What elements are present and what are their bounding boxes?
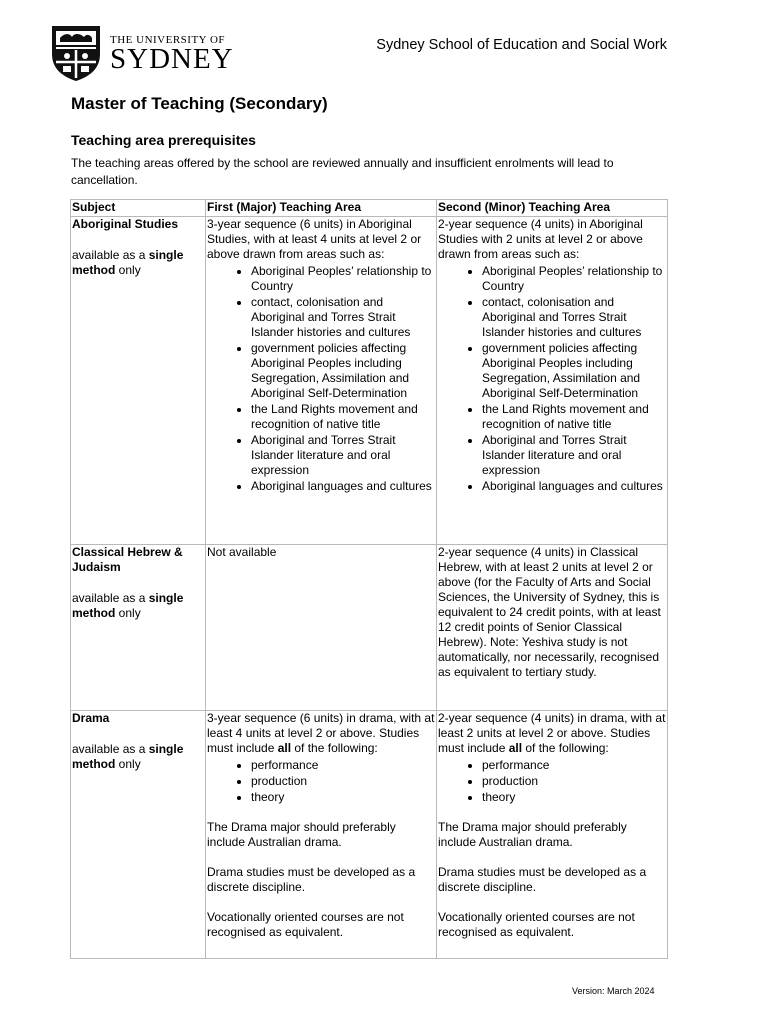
second-area-cell <box>437 217 668 545</box>
subject-note: available as a single method only <box>72 591 184 620</box>
second-area-cell <box>437 545 668 711</box>
second-area-intro: 2-year sequence (4 units) in drama, with at least 2 units at level 2 or above. Studies must include all of the following: <box>438 711 666 755</box>
first-area-cell <box>206 711 437 959</box>
list-item: • performance <box>251 758 435 773</box>
list-item: • performance <box>482 758 666 773</box>
table-row <box>71 545 668 711</box>
drama-note: Vocationally oriented courses are not recognised as equivalent. <box>207 910 404 939</box>
subject-cell <box>71 217 206 545</box>
list-item: • contact, colonisation and Aboriginal and Torres Strait Islander histories and cultures <box>482 295 666 340</box>
list-item: • contact, colonisation and Aboriginal and Torres Strait Islander histories and cultures <box>251 295 435 340</box>
school-name: Sydney School of Education and Social Work <box>376 37 667 53</box>
list-item: • government policies affecting Aboriginal Peoples including Segregation, Assimilation and Aboriginal Self-Determination <box>482 341 666 401</box>
list-item: • the Land Rights movement and recognition of native title <box>482 402 666 432</box>
column-header-second: Second (Minor) Teaching Area <box>437 200 668 217</box>
subject-name: Aboriginal Studies <box>72 217 179 231</box>
list-item: • Aboriginal languages and cultures <box>482 479 666 494</box>
university-crest-icon <box>50 24 102 82</box>
first-area-cell <box>206 217 437 545</box>
intro-text: The teaching areas offered by the school are reviewed annually and insufficient enrolments will lead to cancellation. <box>71 156 614 187</box>
list-item: • the Land Rights movement and recognition of native title <box>251 402 435 432</box>
list-item: • theory <box>482 790 666 805</box>
page-title: Master of Teaching (Secondary) <box>71 94 328 113</box>
second-area-cell <box>437 711 668 959</box>
subject-name: Drama <box>72 711 110 725</box>
drama-note: Drama studies must be developed as a discrete discipline. <box>438 865 647 894</box>
first-area-cell <box>206 545 437 711</box>
section-title: Teaching area prerequisites <box>71 132 256 148</box>
list-item: • Aboriginal and Torres Strait Islander literature and oral expression <box>482 433 666 478</box>
prerequisites-table <box>70 199 668 959</box>
first-area-intro: 3-year sequence (6 units) in Aboriginal Studies, with at least 4 units at level 2 or above drawn from areas such as: <box>207 217 422 261</box>
list-item: • Aboriginal and Torres Strait Islander literature and oral expression <box>251 433 435 478</box>
list-item: • Aboriginal Peoples’ relationship to Country <box>482 264 666 294</box>
list-item: • Aboriginal Peoples’ relationship to Country <box>251 264 435 294</box>
second-area-intro: 2-year sequence (4 units) in Aboriginal Studies with 2 units at level 2 or above drawn from areas such as: <box>438 217 643 261</box>
drama-note: Vocationally oriented courses are not recognised as equivalent. <box>438 910 635 939</box>
subject-name: Classical Hebrew & Judaism <box>72 545 183 574</box>
drama-note: The Drama major should preferably include Australian drama. <box>438 820 627 849</box>
first-area-list <box>207 264 435 494</box>
second-area-list <box>438 758 666 805</box>
list-item: • production <box>482 774 666 789</box>
subject-cell <box>71 711 206 959</box>
list-item: • government policies affecting Aboriginal Peoples including Segregation, Assimilation and Aboriginal Self-Determination <box>251 341 435 401</box>
subject-cell <box>71 545 206 711</box>
second-area-text: 2-year sequence (4 units) in Classical Hebrew, with at least 2 units at level 2 or above (for the Faculty of Arts and Social Sciences, the University of Sydney, this is equivalent to 24 credit points, with at least 12 credit points of Senior Classical Hebrew). Note: Yeshiva study is not automatically, nor necessarily, recognised as equivalent to tertiary study. <box>438 545 661 679</box>
subject-note: available as a single method only <box>72 742 184 771</box>
drama-note: Drama studies must be developed as a discrete discipline. <box>207 865 416 894</box>
subject-note: available as a single method only <box>72 248 184 277</box>
list-item: • Aboriginal languages and cultures <box>251 479 435 494</box>
logo-line-1: THE UNIVERSITY OF <box>110 34 226 46</box>
version-footer: Version: March 2024 <box>572 986 655 996</box>
first-area-intro: 3-year sequence (6 units) in drama, with at least 4 units at level 2 or above. Studies must include all of the following: <box>207 711 435 755</box>
table-header-row <box>71 200 668 217</box>
column-header-first: First (Major) Teaching Area <box>206 200 437 217</box>
logo-line-2: SYDNEY <box>110 43 234 75</box>
list-item: • theory <box>251 790 435 805</box>
first-area-list <box>207 758 435 805</box>
university-logo <box>110 34 234 75</box>
list-item: • production <box>251 774 435 789</box>
table-row <box>71 217 668 545</box>
drama-note: The Drama major should preferably include Australian drama. <box>207 820 396 849</box>
column-header-subject: Subject <box>71 200 206 217</box>
second-area-list <box>438 264 666 494</box>
page-header <box>0 0 768 90</box>
table-row <box>71 711 668 959</box>
first-area-text: Not available <box>207 545 277 559</box>
